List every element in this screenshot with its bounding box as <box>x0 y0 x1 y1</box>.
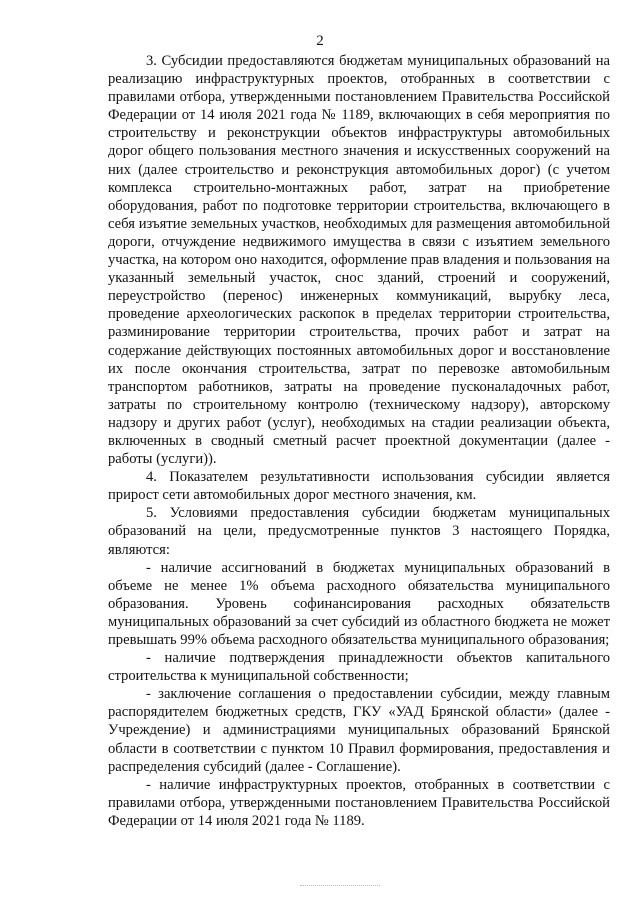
document-body <box>108 52 610 830</box>
condition-ownership: - наличие подтверждения принадлежности объектов капитального строительства к муниципальной собственности; <box>108 650 610 685</box>
condition-agreement: - заключение соглашения о предоставлении субсидии, между главным распорядителем бюджетных средств, ГКУ «УАД Брянской области» (далее - Учреждение) и администрациями муниципальных образований Брянской области в соответствии с пунктом 10 Правил формирования, предоставления и распределения субсидий (далее - Соглашение). <box>108 686 610 775</box>
condition-projects: - наличие инфраструктурных проектов, отобранных в соответствии с правилами отбора, утвержденными постановлением Правительства Российской Федерации от 14 июля 2021 года № 1189. <box>108 776 610 829</box>
paragraph-item-5: 5. Условиями предоставления субсидии бюджетам муниципальных образований на цели, предусмотренные пунктов 3 настоящего Порядка, являются: <box>108 505 610 558</box>
page-number: 2 <box>316 33 324 49</box>
condition-allocations: - наличие ассигнований в бюджетах муниципальных образований в объеме не менее 1% объема расходного обязательства муниципального образования. Уровень софинансирования расходных обязательств муниципальных образований за счет субсидий из областного бюджета не может превышать 99% объема расходного обязательства муниципального образования; <box>108 559 610 648</box>
scan-artifact-line <box>300 885 380 887</box>
paragraph-item-3: 3. Субсидии предоставляются бюджетам муниципальных образований на реализацию инфраструктурных проектов, отобранных в соответствии с правилами отбора, утвержденными постановлением Правительства Российской Федерации от 14 июля 2021 года № 1189, включающих в себя мероприятия по строительству и реконструкции объектов инфраструктуры автомобильных дорог общего пользования местного значения и искусственных сооружений на них (далее строительство и реконструкция автомобильных дорог) (с учетом комплекса строительно-монтажных работ, затрат на приобретение оборудования, работ по подготовке территории строительства, включающего в себя изъятие земельных участков, необходимых для размещения автомобильной дороги, отчуждение недвижимого имущества в связи с изъятием земельного участка, на котором оно находится, оформление прав владения и пользования на указанный земельный участок, снос зданий, строений и сооружений, переустройство (перенос) инженерных коммуникаций, вырубку леса, проведение археологических раскопок в пределах территории строительства, разминирование территории строительства, прочих работ и затрат на содержание действующих постоянных автомобильных дорог и восстановление их после окончания строительства, затрат по перевозке автомобильным транспортом работников, затраты на проведение пусконаладочных работ, затраты по строительному контролю (техническому надзору), авторскому надзору и других работ (услуг), необходимых на стадии реализации объекта, включенных в сводный сметный расчет проектной документации (далее - работы (услуги)). <box>108 53 610 468</box>
paragraph-item-4: 4. Показателем результативности использования субсидии является прирост сети автомобильных дорог местного значения, км. <box>108 469 610 504</box>
